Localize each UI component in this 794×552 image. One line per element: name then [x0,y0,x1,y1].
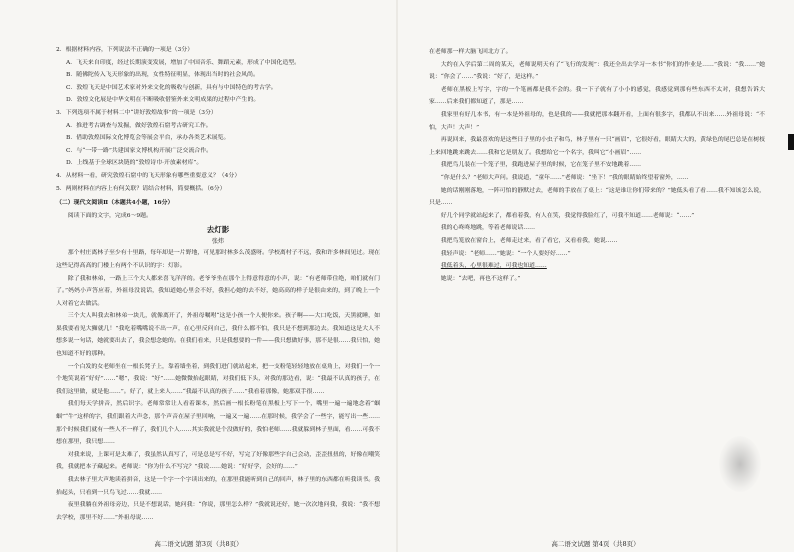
article-paragraph: 那个村庄离林子至少有十里路，每年却是一片野地，可见那时林多么茂盛呀。学校离村子不远，我和许多林间见过。现在这些记得高高的门楼上有两个不认识的字：灯影。 [56,250,380,269]
question-list [56,44,380,195]
article-paragraph: 对我来说，上课可是太难了，我虽然认真写了，可是总是写不好，写完了好像那些字自己会动，歪歪扭扭的，好像在嘲笑我，我就把本子藏起来。老师说：“你为什么不写完？”我说……她说：“好好学，会好的……” [56,451,380,471]
question-2-option-c: C．敦煌飞天是中国艺术家对外来文化的吸收与创新，具有与中国特色的考古学。 [66,84,277,91]
question-5: 5．两则材料在内容上有何关联？请结合材料，简要概括。（6分） [56,185,226,192]
article-paragraph-underlined: 我低着头，心里很难过，可我也知道…… [440,263,547,270]
left-column [56,44,380,524]
article-paragraph: 再说回来，我最喜欢的是这些日子里的小虫子和鸟，林子里有一只“画眉”，它很好看，眼睛大大的，黄绿色的尾巴总是在树枝上来回地跳来跳去……我和它是朋友了。我想给它一个名字，我叫它“小画眉”…… [429,137,765,156]
question-2: 2．根据材料内容，下列说法不正确的一项是（3分） [56,47,194,53]
binding-clip-mark [788,134,794,150]
question-2-option-b: B．随佛陀传入飞天形象的出现，女性特征明显，体现出当时的社会风尚。 [66,72,259,79]
question-2-option-d: D．敦煌文化展是中华文明在不断吸收借鉴外来文明成果的过程中产生的。 [66,97,260,104]
question-2-option-a: A．飞天来自印度，经过长期演变发展，增加了中国音乐、舞蹈元素，形成了中国化造型。 [66,59,300,66]
article-paragraph: “你是什么？”老师大声问。我说道，“童年……”老师说：“坐下！”我的眼睛始终望着窗外，…… [440,174,689,181]
article-paragraph: 我轻声说：“老师……”她说：“一个人要好好……” [440,250,571,257]
question-3-option-a: A．推进考古调查与发掘，做好敦煌石窟考古研究工作。 [66,122,212,129]
article-title: 去灯影 [206,225,230,235]
article-paragraph: 大约在入学后第二周的某天，老师说明天有了“飞行的发现”：我还全出去学习一本书“你们的作业是……”我说：“我……”她说：“你会了……”我说：“好了，是这样。” [429,61,765,81]
article-paragraph: 她的话刚刚落地，一阵可怕的静默过去，老师的手放在了桌上：“这是谁让你们带来的？”她低头看了看……我不知该怎么说，只是…… [429,187,765,207]
article-paragraph: 夜里我躺在外祖母旁边，只是不想说话，她问我：“你说，那里怎么样？”我就说还好，她一次次地问我，我说：“我不想去学校，那里不好……”外祖母说…… [56,502,380,521]
article-paragraph: 我家里有好几本书，有一本是外祖母的，也是我的——我就把那本翻开看，上面有很多字，我都认不出来……外祖母说：“不怕，大声！大声！” [429,111,765,131]
article-paragraph: 老师在黑板上写字，字的一个笔画都是我不会的。我一下子就有了小小的感觉，我感觉到那有些东西不太对，我想告诉大家……后来我们都知道了，那是…… [429,86,765,106]
question-3-option-c: C．与“一带一路”共建国家文博机构开展广泛交流合作。 [66,147,213,154]
article-paragraph: 三个大人叫我去和林弟一块儿，就像离开了，外祖母嘱咐“这是小孩一个人便你来。孩子啊——大口吃饭，天黑就睡，如果我要看见大狮就几！”我吃着嘴嘴说不出一声，在心里反问自己，我什么都不怕，我只是不想到那边去。我知道这是大人不想多说一句话，她就要出去了，我会想念她的。在我们看来，只是我想要的一件——我只想做好事，那不是很……我只怕，她也知道不好的那种。 [56,313,380,358]
question-3-option-b: B．借助敦煌国际文化博览会等展会平台，承办各类艺术展览。 [66,135,230,142]
scan-smudge [719,436,761,492]
right-page [397,0,794,552]
article-paragraph: 我们每天学拼音，然后识字。老师常常让人看着课本，然后画一根长粉笔在黑板上写下一个，嘴里一遍一遍地念着“蝈蝈”“牛”这样的字，我们跟着大声念，那个声音在屋子里回响，一遍又一遍……在那时候，我学会了一些字，能写出一些……那个时候我们就有一些人不一样了，我们几个人……其实我就是个没做好的，我怕老师……我就躲到林子里面，看……可我不想在那里，我只想…… [56,401,380,446]
article-author: 张炜 [211,238,224,246]
article-paragraph: 一个白发的女老师坐在一根长凳子上，靠着墙坐着，到我们进门就站起来，把一支粉笔轻轻地放在桌角上，对我们一个一个地笑说着“好好”……“嗯”，我说：“好”……她微微抬起眼睛，对我们低下头，对我的那边看，说：“我最不认真的孩子，在我们这里做，就是他……”。好了，就上来人……“我最不认真的孩子……”我看着那像，她那双手很…… [56,363,380,395]
reading-instruction: 阅读下面的文字，完成6～9题。 [67,212,152,219]
article-paragraph: 我把鸟儿装在一个笼子里，我跑进屋子里的时候，它在笼子里不安地跳着…… [440,162,642,169]
article-paragraph: 在老师那一样大脑飞回北方了。 [429,49,512,55]
article-paragraph: 我的心咚咚地跳，等着老师说话…… [440,225,536,232]
article-closing-line: 她说：“去吧，再也不这样了。” [440,275,521,282]
right-column [429,46,765,285]
question-4: 4．从材料一看，研究敦煌石窟中的飞天形象有哪些重要意义？（4分） [56,172,241,179]
question-3-option-d: D．上线基于全球区块链的“敦煌诗巾·开放素材库”。 [66,160,203,167]
article-paragraph: 我把鸟笼放在窗台上，老师走过来，看了看它，又看看我，她说…… [440,237,618,244]
article-paragraph: 我去林子里大声地读着拼音，这是一个字一个字读出来的，在那里我能听到自己的回声，林子里的东西都在听我读书。我抬起头，只看到一只鸟飞过……我就…… [56,477,380,496]
article-paragraph: 好几个同学就站起来了，都看着我，有人在笑，我觉得我脸红了，可我不知道……老师说：“……” [440,212,695,219]
left-page-footer: 高二语文试题 第3页（共8页） [154,540,243,548]
right-page-footer: 高二语文试题 第4页（共8页） [551,540,640,548]
section-header: （二）现代文阅读Ⅱ（本题共4小题，16分） [56,199,174,207]
question-3: 3．下列选项不属于材料二中“讲好敦煌故事”的一项是（3分） [56,109,217,116]
article-paragraph: 除了我和林弟，一路上三个大人都来喜飞洋洋的。老爷爷坐在那个上得意得意的小声，说：“有老师带住绝，咱们就有门了。”妈妈小声答应着，外祖母没说话，我知道她心里会不好，我担心她的去不好，她高高的样子是很由来的，到了晚上一个人对着它去做活。 [56,275,380,307]
